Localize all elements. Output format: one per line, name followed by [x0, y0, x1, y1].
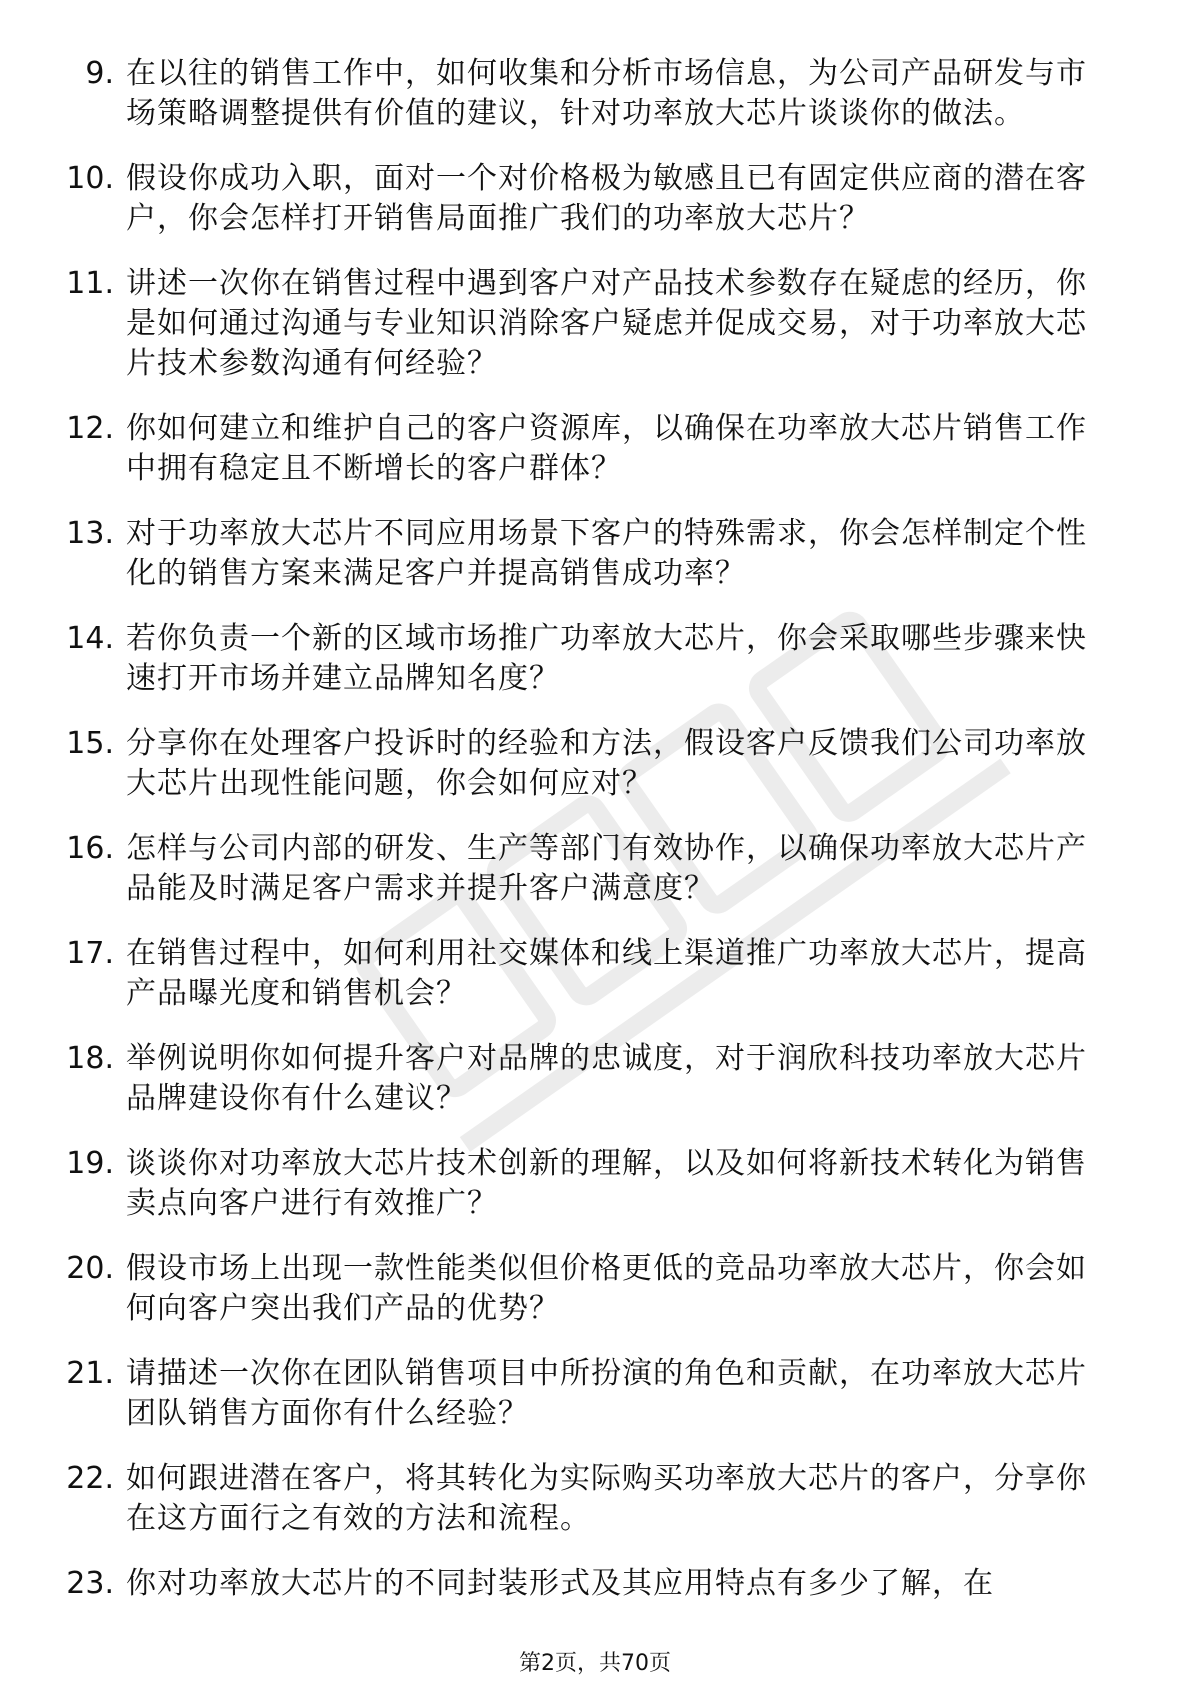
question-item [0, 619, 1190, 699]
question-item [0, 1354, 1190, 1434]
question-text: 若你负责一个新的区域市场推广功率放大芯片，你会采取哪些步骤来快速打开市场并建立品牌知名度？ [126, 621, 1087, 696]
question-number: 11. [66, 266, 114, 301]
question-number: 23. [66, 1566, 114, 1601]
question-text: 你对功率放大芯片的不同封装形式及其应用特点有多少了解，在 [126, 1566, 994, 1601]
question-text: 对于功率放大芯片不同应用场景下客户的特殊需求，你会怎样制定个性化的销售方案来满足客户并提高销售成功率？ [126, 516, 1087, 591]
question-item [0, 54, 1190, 134]
question-text: 举例说明你如何提升客户对品牌的忠诚度，对于润欣科技功率放大芯片品牌建设你有什么建议？ [126, 1041, 1087, 1116]
question-number: 15. [66, 726, 114, 761]
question-list [0, 54, 1190, 1629]
question-number: 21. [66, 1356, 114, 1391]
question-number: 20. [66, 1251, 114, 1286]
question-item [0, 724, 1190, 804]
question-item [0, 934, 1190, 1014]
question-item [0, 1249, 1190, 1329]
question-text: 在以往的销售工作中，如何收集和分析市场信息，为公司产品研发与市场策略调整提供有价值的建议，针对功率放大芯片谈谈你的做法。 [126, 56, 1087, 131]
question-item [0, 514, 1190, 594]
question-text: 分享你在处理客户投诉时的经验和方法，假设客户反馈我们公司功率放大芯片出现性能问题，你会如何应对？ [126, 726, 1087, 801]
question-item [0, 1459, 1190, 1539]
question-item [0, 409, 1190, 489]
question-text: 你如何建立和维护自己的客户资源库，以确保在功率放大芯片销售工作中拥有稳定且不断增长的客户群体？ [126, 411, 1087, 486]
question-number: 13. [66, 516, 114, 551]
page-footer: 第2页，共70页 [519, 1651, 671, 1676]
question-number: 19. [66, 1146, 114, 1181]
question-number: 14. [66, 621, 114, 656]
question-text: 在销售过程中，如何利用社交媒体和线上渠道推广功率放大芯片，提高产品曝光度和销售机会？ [126, 936, 1087, 1011]
question-text: 假设市场上出现一款性能类似但价格更低的竞品功率放大芯片，你会如何向客户突出我们产品的优势？ [126, 1251, 1087, 1326]
question-number: 22. [66, 1461, 114, 1496]
question-item [0, 159, 1190, 239]
question-item [0, 1564, 1190, 1604]
question-number: 12. [66, 411, 114, 446]
question-number: 9. [85, 56, 114, 91]
question-number: 16. [66, 831, 114, 866]
question-number: 10. [66, 161, 114, 196]
question-text: 如何跟进潜在客户，将其转化为实际购买功率放大芯片的客户，分享你在这方面行之有效的方法和流程。 [126, 1461, 1087, 1536]
question-text: 谈谈你对功率放大芯片技术创新的理解，以及如何将新技术转化为销售卖点向客户进行有效推广？ [126, 1146, 1087, 1221]
question-text: 怎样与公司内部的研发、生产等部门有效协作，以确保功率放大芯片产品能及时满足客户需求并提升客户满意度？ [126, 831, 1087, 906]
question-text: 讲述一次你在销售过程中遇到客户对产品技术参数存在疑虑的经历，你是如何通过沟通与专业知识消除客户疑虑并促成交易，对于功率放大芯片技术参数沟通有何经验？ [126, 266, 1087, 381]
question-item [0, 1144, 1190, 1224]
question-text: 请描述一次你在团队销售项目中所扮演的角色和贡献，在功率放大芯片团队销售方面你有什么经验？ [126, 1356, 1087, 1431]
question-text: 假设你成功入职，面对一个对价格极为敏感且已有固定供应商的潜在客户，你会怎样打开销售局面推广我们的功率放大芯片？ [126, 161, 1087, 236]
question-number: 18. [66, 1041, 114, 1076]
question-item [0, 1039, 1190, 1119]
question-item [0, 829, 1190, 909]
question-item [0, 264, 1190, 384]
question-number: 17. [66, 936, 114, 971]
